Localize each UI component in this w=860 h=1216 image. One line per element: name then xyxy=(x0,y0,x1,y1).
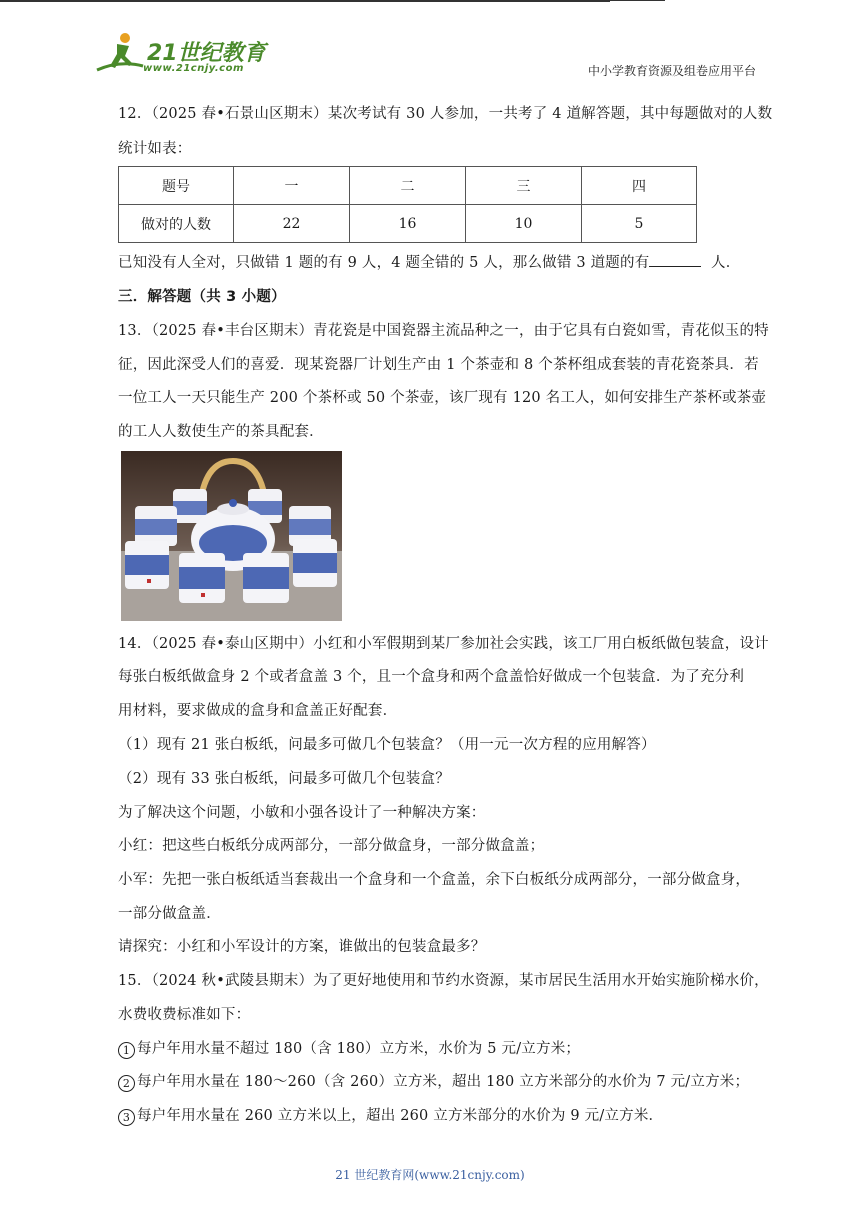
table-header-cell: 四 xyxy=(582,167,697,205)
table-cell: 5 xyxy=(582,205,697,243)
q13-line: 征，因此深受人们的喜爱．现某瓷器厂计划生产由 1 个茶壶和 8 个茶杯组成套装的青花瓷茶具．若 xyxy=(118,357,759,373)
tea-set-photo xyxy=(121,451,342,621)
q14-line: 14．（2025 春•泰山区期中）小红和小军假期到某厂参加社会实践，该工厂用白板纸做包装盒，设计 xyxy=(118,636,769,652)
q12-line-2: 统计如表： xyxy=(118,141,192,157)
q15-item xyxy=(118,1106,663,1126)
table-cell: 22 xyxy=(234,205,350,243)
q13-line: 一位工人一天只能生产 200 个茶杯或 50 个茶壶，该厂现有 120 名工人，如何安排生产茶杯或茶壶 xyxy=(118,390,767,406)
q13-line: 的工人人数使生产的茶具配套． xyxy=(118,424,324,440)
circled-number: 2 xyxy=(118,1075,135,1092)
q14-line: 用材料，要求做成的盒身和盒盖正好配套． xyxy=(118,703,398,719)
circled-number: 3 xyxy=(118,1109,135,1126)
logo-url: www.21cnjy.com xyxy=(143,63,244,74)
q15-item-text: 每户年用水量不超过 180（含 180）立方米，水价为 5 元/立方米； xyxy=(137,1041,581,1057)
platform-name: 中小学教育资源及组卷应用平台 xyxy=(587,64,756,78)
q14-line: 为了解决这个问题，小敏和小强各设计了一种解决方案： xyxy=(118,805,486,821)
table-header-cell: 三 xyxy=(466,167,582,205)
logo xyxy=(95,30,270,80)
q13-line: 13．（2025 春•丰台区期末）青花瓷是中国瓷器主流品种之一，由于它具有白瓷如雪，青花似玉的特 xyxy=(118,323,769,339)
answer-blank xyxy=(649,252,701,267)
runner-logo-icon xyxy=(95,30,145,76)
table-header-cell: 二 xyxy=(350,167,466,205)
q14-line: 请探究：小红和小军设计的方案，谁做出的包装盒最多？ xyxy=(118,939,486,955)
table-header-cell: 一 xyxy=(234,167,350,205)
logo-text: 21世纪教育 xyxy=(147,41,266,66)
circled-number: 1 xyxy=(118,1042,135,1059)
stats-table xyxy=(118,166,697,243)
q12-line-1: 12．（2025 春•石景山区期末）某次考试有 30 人参加，一共考了 4 道解答题，其中每题做对的人数 xyxy=(118,106,773,122)
table-cell: 16 xyxy=(350,205,466,243)
tea-set-image xyxy=(121,451,342,621)
q14-line: 每张白板纸做盒身 2 个或者盒盖 3 个，且一个盒身和两个盒盖恰好做成一个包装盒．为了充分利 xyxy=(118,669,745,685)
section-title: 三．解答题（共 3 小题） xyxy=(118,289,286,305)
q14-line: 一部分做盒盖． xyxy=(118,906,221,922)
q15-item xyxy=(118,1072,749,1092)
q15-item-text: 每户年用水量在 180～260（含 260）立方米，超出 180 立方米部分的水价为 7 元/立方米； xyxy=(137,1074,750,1090)
q15-item-text: 每户年用水量在 260 立方米以上，超出 260 立方米部分的水价为 9 元/立方米． xyxy=(137,1108,664,1124)
table-row xyxy=(119,167,697,205)
table-row xyxy=(119,205,697,243)
q15-line: 15．（2024 秋•武陵县期末）为了更好地使用和节约水资源，某市居民生活用水开始实施阶梯水价， xyxy=(118,973,769,989)
footer-text: 21 世纪教育网(www.21cnjy.com) xyxy=(335,1168,525,1182)
q14-line: 小红：把这些白板纸分成两部分，一部分做盒身，一部分做盒盖； xyxy=(118,838,545,854)
table-header-cell: 题号 xyxy=(119,167,234,205)
q15-item xyxy=(118,1039,580,1059)
q15-line: 水费收费标准如下： xyxy=(118,1007,251,1023)
q14-line: 小军：先把一张白板纸适当套裁出一个盒身和一个盒盖，余下白板纸分成两部分，一部分做盒身， xyxy=(118,872,751,888)
table-row-label: 做对的人数 xyxy=(119,205,234,243)
table-cell: 10 xyxy=(466,205,582,243)
q14-line: （1）现有 21 张白板纸，问最多可做几个包装盒？（用一元一次方程的应用解答） xyxy=(118,737,656,753)
q12-line-3-text: 已知没有人全对，只做错 1 题的有 9 人，4 题全错的 5 人，那么做错 3 道题的有 xyxy=(118,255,650,271)
q12-line-3 xyxy=(118,252,740,273)
q12-line-3-end: 人． xyxy=(711,255,741,271)
footer-divider xyxy=(0,1,610,2)
q14-line: （2）现有 33 张白板纸，问最多可做几个包装盒？ xyxy=(118,771,450,787)
